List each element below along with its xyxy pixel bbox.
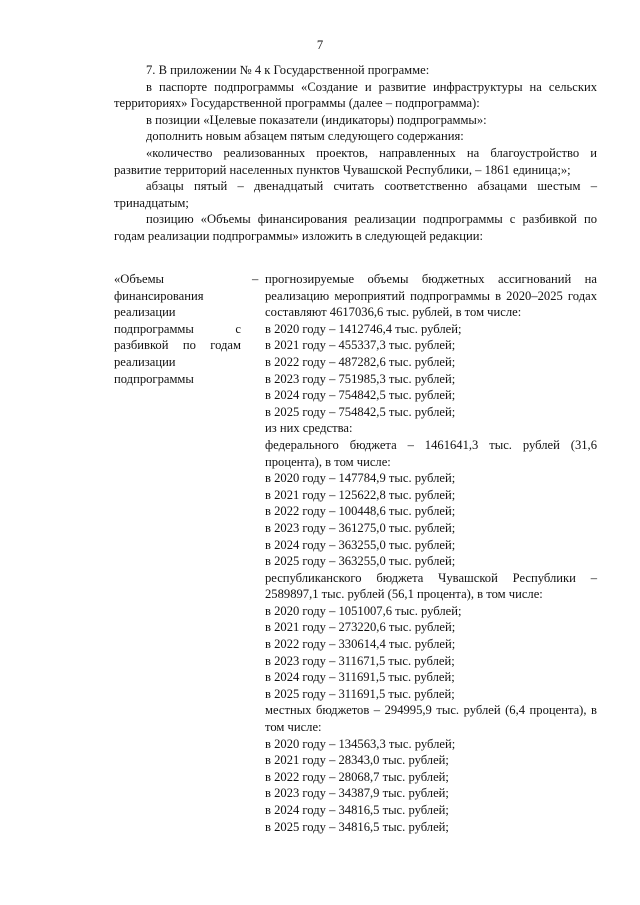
funding-line: в 2023 году – 751985,3 тыс. рублей; [265,371,456,386]
funding-line: местных бюджетов – 294995,9 тыс. рублей (6,4 процента), в том числе: [265,703,597,735]
funding-line: из них средства: [265,421,353,436]
funding-line: в 2021 году – 455337,3 тыс. рублей; [265,338,456,353]
funding-line: в 2024 году – 34816,5 тыс. рублей; [265,803,449,817]
table-dash: – [252,272,259,286]
funding-line: в 2020 году – 1051007,6 тыс. рублей; [265,603,462,618]
funding-line: в 2024 году – 754842,5 тыс. рублей; [265,388,456,403]
funding-line: в 2023 году – 361275,0 тыс. рублей; [265,520,456,535]
funding-line: в 2025 году – 34816,5 тыс. рублей; [265,819,449,834]
funding-line: в 2022 году – 28068,7 тыс. рублей; [265,769,449,784]
funding-line: в 2024 году – 363255,0 тыс. рублей; [265,537,456,552]
funding-line: в 2021 году – 28343,0 тыс. рублей; [265,753,449,768]
funding-line: в 2022 году – 330614,4 тыс. рублей; [265,637,456,652]
paragraph: позицию «Объемы финансирования реализации подпрограммы с разбивкой по годам реализации подпрограммы» изложить в следующей редакции: [114,212,597,243]
funding-line: в 2021 году – 273220,6 тыс. рублей; [265,620,456,635]
paragraph: дополнить новым абзацем пятым следующего содержания: [146,129,464,144]
funding-line: в 2022 году – 487282,6 тыс. рублей; [265,354,456,369]
paragraph: в паспорте подпрограммы «Создание и развитие инфраструктуры на сельских территориях» Государственной программы (далее – подпрограмма): [114,79,597,111]
funding-line: в 2023 году – 311671,5 тыс. рублей; [265,653,455,668]
funding-line: в 2022 году – 100448,6 тыс. рублей; [265,504,456,519]
paragraph: 7. В приложении № 4 к Государственной программе: [146,63,430,77]
funding-line: в 2025 году – 363255,0 тыс. рублей; [265,554,456,569]
funding-line: в 2024 году – 311691,5 тыс. рублей; [265,670,455,685]
funding-line: в 2025 году – 754842,5 тыс. рублей; [265,404,456,419]
funding-line: в 2025 году – 311691,5 тыс. рублей; [265,686,455,701]
document-body [114,62,597,245]
table-right-column [265,271,597,835]
funding-line: в 2023 году – 34387,9 тыс. рублей; [265,786,449,801]
funding-line: в 2020 году – 1412746,4 тыс. рублей; [265,321,462,336]
paragraph: в позиции «Целевые показатели (индикаторы) подпрограммы»: [146,112,487,127]
page-number: 7 [316,38,324,52]
funding-line: в 2020 году – 147784,9 тыс. рублей; [265,471,456,486]
funding-line: в 2020 году – 134563,3 тыс. рублей; [265,736,456,751]
funding-line: прогнозируемые объемы бюджетных ассигнований на реализацию мероприятий подпрограммы в 2020–2025 годах составляют 4617036,6 тыс. рублей, в том числе: [265,272,597,320]
paragraph: абзацы пятый – двенадцатый считать соответственно абзацами шестым – тринадцатым; [114,179,597,210]
funding-line: республиканского бюджета Чувашской Республики – 2589897,1 тыс. рублей (56,1 процента), в том числе: [265,570,597,602]
table-left-label: «Объемы финансирования реализации подпрограммы с разбивкой по годам реализации подпрограммы [114,272,241,386]
funding-line: федерального бюджета – 1461641,3 тыс. рублей (31,6 процента), в том числе: [265,437,597,469]
funding-line: в 2021 году – 125622,8 тыс. рублей; [265,487,456,502]
paragraph: «количество реализованных проектов, направленных на благоустройство и развитие территорий населенных пунктов Чувашской Республики, – 1861 единица;»; [114,145,597,177]
